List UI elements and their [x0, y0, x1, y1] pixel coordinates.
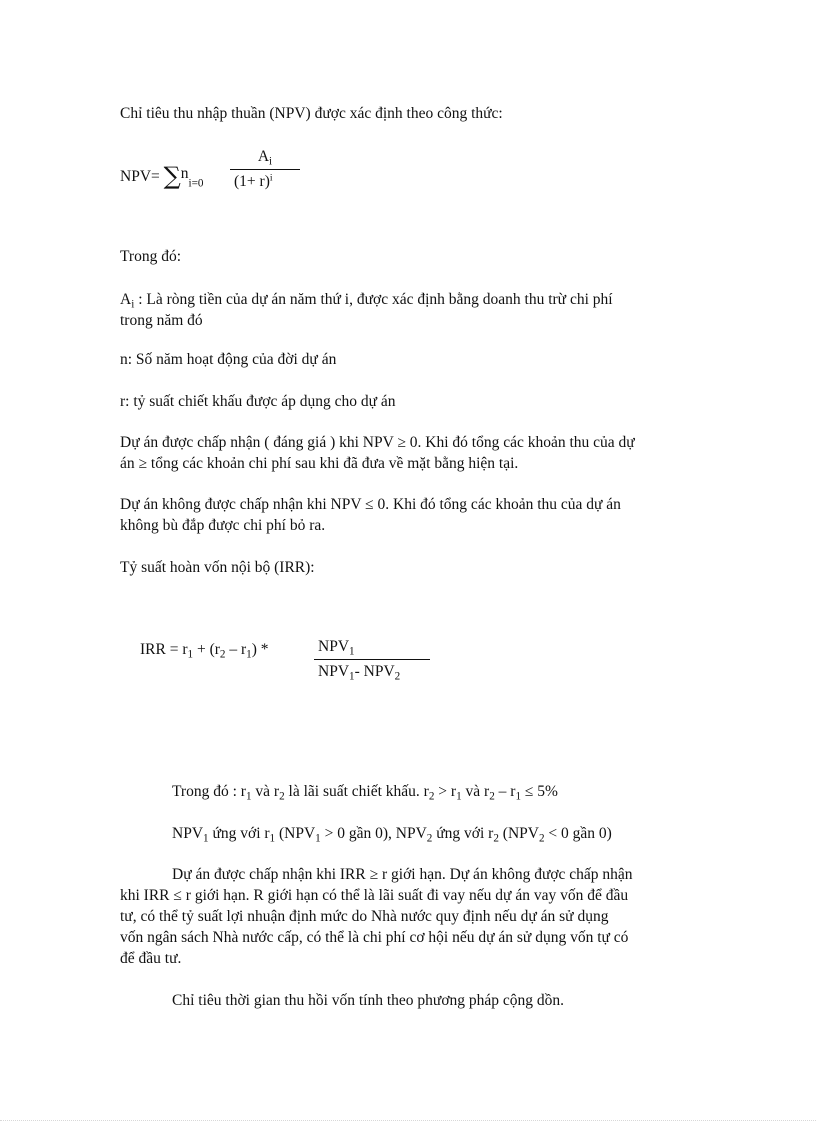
irr-where-s5: 2 [489, 790, 495, 803]
irr-den-a-sub: 1 [349, 670, 355, 683]
npv-rel-s4: 2 [426, 832, 433, 845]
reject-line2: không bù đắp được chi phí bỏ ra. [120, 517, 326, 534]
irr-label: Tỷ suất hoàn vốn nội bộ (IRR): [120, 559, 315, 576]
irr-where-t2: và r [251, 783, 280, 800]
npv-formula-sum [120, 160, 204, 194]
irr-where-t6: – r [494, 783, 516, 800]
accept-line1: Dự án được chấp nhận ( đáng giá ) khi NPV ≥ 0. Khi đó tổng các khoản thu của dự [120, 434, 635, 451]
npv-rel-s1: 1 [203, 832, 209, 845]
npv-rel-s5: 2 [493, 832, 499, 845]
irr-paragraph-line4: vốn ngân sách Nhà nước cấp, có thể là chi phí cơ hội nếu dự án sử dụng vốn tự có [120, 929, 629, 946]
irr-sub3: 1 [246, 648, 252, 661]
irr-paragraph-line3: tư, có thể tỷ suất lợi nhuận định mức do Nhà nước quy định nếu dự án sử dụng [120, 908, 609, 925]
denominator-sup: i [269, 172, 273, 184]
irr-numerator [314, 636, 430, 660]
npv-denominator [230, 170, 300, 193]
irr-num-base: NPV [318, 638, 350, 655]
irr-where-t4: > r [434, 783, 457, 800]
npv-rel-t6: (NPV [498, 825, 539, 842]
reject-line1: Dự án không được chấp nhận khi NPV ≤ 0. Khi đó tổng các khoản thu của dự án [120, 496, 621, 513]
irr-paragraph-line1: Dự án được chấp nhận khi IRR ≥ r giới hạn. Dự án không được chấp nhận [172, 866, 633, 883]
irr-num-sub: 1 [349, 645, 355, 658]
npv-fraction [230, 146, 300, 192]
npv-lhs: NPV= [120, 168, 160, 185]
intro-text: Chỉ tiêu thu nhập thuần (NPV) được xác định theo công thức: [120, 105, 503, 122]
payback-text: Chỉ tiêu thời gian thu hồi vốn tính theo phương pháp cộng dồn. [172, 992, 565, 1009]
irr-where-s4: 1 [456, 790, 462, 803]
npv-rel-t7: < 0 gần 0) [544, 825, 612, 842]
irr-paragraph-line2: khi IRR ≤ r giới hạn. R giới hạn có thể là lãi suất đi vay nếu dự án vay vốn để đầu [120, 887, 629, 904]
page-bottom-divider [0, 1120, 816, 1121]
def-ai-line2: trong năm đó [120, 312, 203, 329]
irr-where-t1: Trong đó : r [172, 783, 246, 800]
npv-relation-line [172, 823, 612, 845]
irr-sub2: 2 [219, 648, 226, 661]
irr-denominator [314, 660, 430, 683]
irr-paragraph-line5: để đầu tư. [120, 950, 182, 967]
npv-rel-t5: ứng với r [432, 825, 494, 842]
npv-rel-s6: 2 [538, 832, 545, 845]
irr-where-s6: 1 [515, 790, 522, 803]
def-r: r: tỷ suất chiết khấu được áp dụng cho dự án [120, 393, 396, 410]
irr-where-t5: và r [461, 783, 490, 800]
irr-sub1: 1 [187, 648, 194, 661]
npv-rel-t2: ứng với r [208, 825, 270, 842]
irr-plus: + (r [193, 641, 220, 658]
irr-where-t3: là lãi suất chiết khấu. r [284, 783, 429, 800]
irr-lhs: IRR = r [140, 641, 188, 658]
irr-tail: ) * [251, 641, 269, 658]
sum-upper: n [180, 165, 189, 182]
def-ai-line1 [120, 289, 613, 311]
irr-den-mid: - NPV [354, 662, 395, 680]
irr-fraction [314, 636, 430, 682]
denominator-base: (1+ r) [234, 172, 270, 190]
irr-where-s1: 1 [245, 790, 252, 803]
npv-rel-t1: NPV [172, 825, 204, 842]
sum-lower: i=0 [188, 177, 204, 190]
def-n: n: Số năm hoạt động của đời dự án [120, 351, 337, 368]
npv-rel-t4: > 0 gần 0), NPV [320, 825, 427, 842]
accept-line2: án ≥ tổng các khoản chi phí sau khi đã đưa về mặt bằng hiện tại. [120, 455, 519, 472]
numerator-base: A [257, 148, 270, 165]
irr-where-s2: 2 [279, 790, 285, 803]
npv-rel-s3: 1 [315, 832, 321, 845]
npv-rel-s2: 1 [269, 832, 276, 845]
npv-rel-t3: (NPV [275, 825, 316, 842]
irr-where-line [172, 781, 558, 803]
sum-symbol: ∑ [163, 162, 181, 190]
irr-lhs-expression [140, 639, 269, 661]
ai-text: : Là ròng tiền của dự án năm thứ i, được xác định bằng doanh thu trừ chi phí [134, 291, 613, 308]
irr-where-s3: 2 [428, 790, 435, 803]
npv-numerator [230, 146, 300, 170]
irr-minus: – r [225, 641, 247, 658]
irr-where-t7: ≤ 5% [521, 783, 558, 800]
irr-den-a: NPV [318, 662, 350, 680]
irr-den-b-sub: 2 [394, 670, 401, 683]
where-label: Trong đó: [120, 248, 182, 265]
ai-symbol: A [120, 291, 132, 308]
numerator-sub: i [269, 155, 273, 168]
ai-sub: i [131, 298, 135, 311]
